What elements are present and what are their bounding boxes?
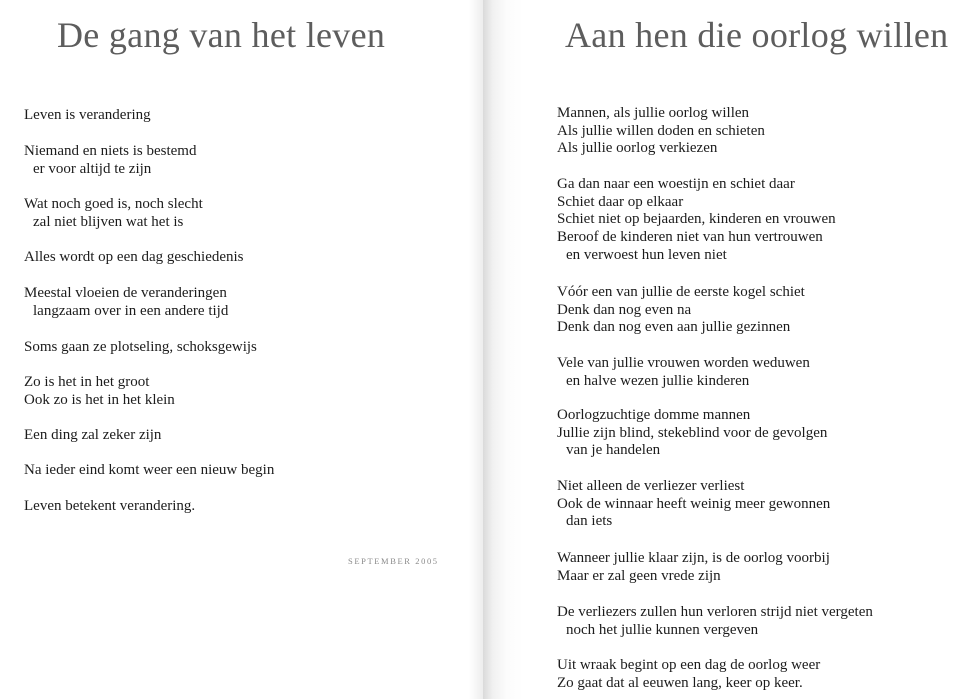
poem-line: Leven betekent verandering. [24,498,196,514]
left-stanza-7 [24,374,175,409]
right-stanza-7 [557,550,830,585]
poem-line: Schiet niet op bejaarden, kinderen en vrouwen [557,211,836,228]
poem-line: Leven is verandering [24,107,151,123]
poem-line: Mannen, als jullie oorlog willen [557,105,750,121]
poem-line: Beroof de kinderen niet van hun vertrouwen [557,229,823,246]
poem-line: Jullie zijn blind, stekeblind voor de gevolgen [557,424,828,441]
poem-line: Niemand en niets is bestemd [24,143,197,159]
poem-line: De verliezers zullen hun verloren strijd niet vergeten [557,604,873,620]
gutter-shadow [469,0,483,699]
left-stanza-9 [24,462,274,480]
poem-line: Meestal vloeien de veranderingen [24,285,227,301]
poem-line: Ga dan naar een woestijn en schiet daar [557,176,795,192]
poem-line: Maar er zal geen vrede zijn [557,567,721,584]
left-stanza-10 [24,498,195,516]
left-poem-title: De gang van het leven [57,15,386,55]
poem-line: dan iets [566,513,613,530]
poem-line: zal niet blijven wat het is [33,213,184,230]
poem-line: Als jullie oorlog verkiezen [557,140,718,157]
poem-line: Soms gaan ze plotseling, schoksgewijs [24,339,257,355]
poem-line: Wat noch goed is, noch slecht [24,196,203,212]
poem-line: en halve wezen jullie kinderen [566,372,750,389]
poem-line: Niet alleen de verliezer verliest [557,478,745,494]
poem-line: Een ding zal zeker zijn [24,427,162,443]
poem-line: Alles wordt op een dag geschiedenis [24,249,244,265]
poem-line: Als jullie willen doden en schieten [557,122,765,139]
poem-line: Ook de winnaar heeft weinig meer gewonnen [557,495,831,512]
poem-line: noch het jullie kunnen vergeven [566,621,759,638]
poem-line: Wanneer jullie klaar zijn, is de oorlog voorbij [557,550,830,566]
left-stanza-1 [24,107,151,125]
left-stanza-8 [24,427,161,445]
right-stanza-8 [557,604,873,639]
poem-line: Na ieder eind komt weer een nieuw begin [24,462,275,478]
poem-line: Ook zo is het in het klein [24,391,175,408]
poem-date: SEPTEMBER 2005 [348,556,439,566]
poem-line: Denk dan nog even na [557,301,692,318]
left-stanza-4 [24,249,244,267]
poem-line: van je handelen [566,442,661,459]
right-stanza-6 [557,478,830,531]
left-stanza-5 [24,285,228,320]
poem-line: Vóór een van jullie de eerste kogel schiet [557,284,805,300]
poem-line: Vele van jullie vrouwen worden weduwen [557,355,810,371]
poem-line: en verwoest hun leven niet [566,246,727,263]
left-stanza-6 [24,339,257,357]
right-stanza-1 [557,105,765,158]
poem-line: Zo is het in het groot [24,374,150,390]
poem-line: langzaam over in een andere tijd [33,302,229,319]
right-stanza-2 [557,176,836,265]
poem-line: Oorlogzuchtige domme mannen [557,407,751,423]
poem-line: Schiet daar op elkaar [557,193,684,210]
left-stanza-2 [24,143,196,178]
poem-line: Denk dan nog even aan jullie gezinnen [557,319,791,336]
poem-line: Uit wraak begint op een dag de oorlog weer [557,657,821,673]
right-stanza-4 [557,355,810,390]
poem-line: Zo gaat dat al eeuwen lang, keer op keer. [557,674,803,691]
poem-line: er voor altijd te zijn [33,160,152,177]
right-page [483,0,966,699]
right-stanza-9 [557,657,820,692]
right-stanza-5 [557,407,827,460]
right-poem-title: Aan hen die oorlog willen [565,15,949,55]
left-stanza-3 [24,196,203,231]
right-stanza-3 [557,284,805,337]
